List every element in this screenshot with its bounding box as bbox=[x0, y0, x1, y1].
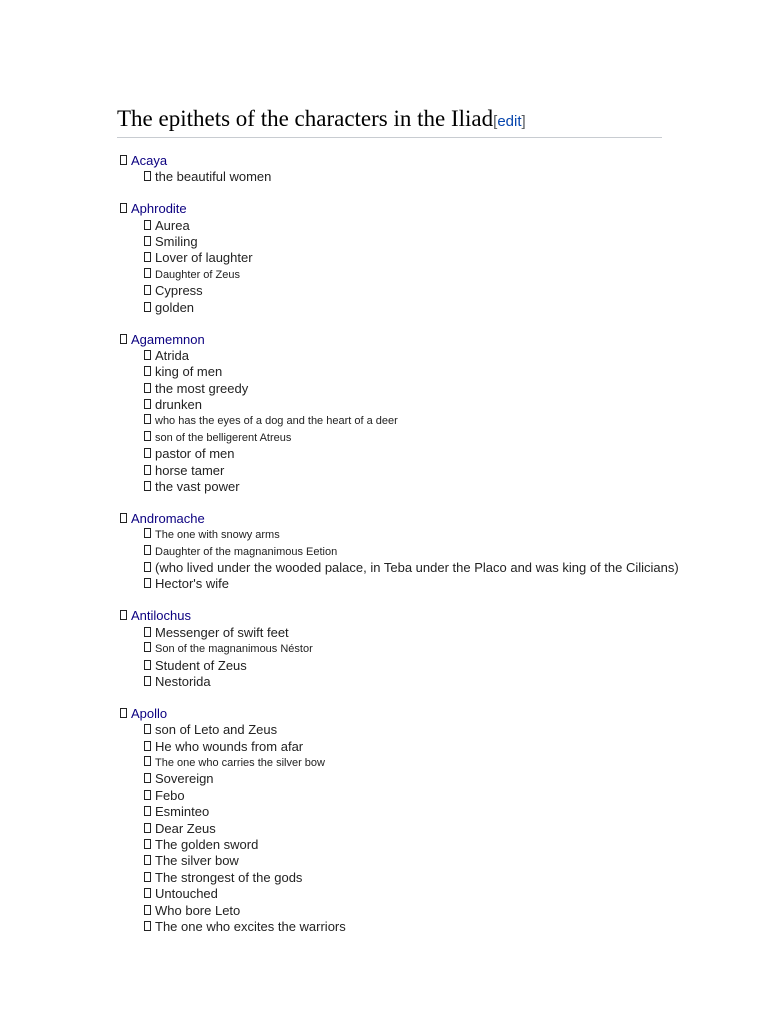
article-content bbox=[117, 104, 679, 951]
epithet-item bbox=[117, 625, 662, 641]
epithet-text: The one who excites the warriors bbox=[155, 918, 346, 934]
epithet-text: Cypress bbox=[155, 283, 203, 299]
epithet-text: The strongest of the gods bbox=[155, 869, 303, 885]
epithet-text: He who wounds from afar bbox=[155, 738, 304, 754]
epithet-text: Esminteo bbox=[155, 804, 210, 820]
epithet-item bbox=[117, 446, 662, 462]
epithet-item bbox=[117, 870, 662, 886]
epithet-text: Smiling bbox=[155, 234, 198, 250]
character-section bbox=[117, 153, 662, 186]
epithet-item bbox=[117, 283, 662, 299]
character-section bbox=[117, 706, 662, 935]
missing-glyph-box-icon bbox=[144, 660, 151, 670]
epithet-item bbox=[117, 544, 662, 560]
epithet-text: who has the eyes of a dog and the heart of a deer bbox=[155, 415, 398, 428]
character-section bbox=[117, 510, 679, 593]
missing-glyph-box-icon bbox=[144, 399, 151, 409]
epithet-text: the beautiful women bbox=[155, 169, 272, 185]
epithet-item bbox=[117, 381, 662, 397]
character-section bbox=[117, 332, 662, 496]
epithet-text: horse tamer bbox=[155, 462, 225, 478]
character-link[interactable]: Agamemnon bbox=[131, 331, 205, 347]
epithet-text: pastor of men bbox=[155, 446, 235, 462]
missing-glyph-box-icon bbox=[144, 252, 151, 262]
epithet-item bbox=[117, 641, 662, 657]
missing-glyph-box-icon bbox=[120, 513, 127, 523]
epithet-text: Nestorida bbox=[155, 673, 211, 689]
missing-glyph-box-icon bbox=[144, 350, 151, 360]
epithet-item bbox=[117, 348, 662, 364]
missing-glyph-box-icon bbox=[120, 708, 127, 718]
epithet-item bbox=[117, 755, 662, 771]
epithet-item bbox=[117, 576, 662, 592]
epithet-item bbox=[117, 821, 662, 837]
missing-glyph-box-icon bbox=[144, 268, 151, 278]
character-link[interactable]: Aphrodite bbox=[131, 201, 187, 217]
epithet-item bbox=[117, 527, 662, 543]
epithet-item bbox=[117, 919, 662, 935]
epithet-item bbox=[117, 771, 662, 787]
epithet-text: (who lived under the wooded palace, in Teba under the Placo and was king of the Cilicians) bbox=[155, 560, 679, 576]
epithet-item bbox=[117, 364, 662, 380]
missing-glyph-box-icon bbox=[120, 610, 127, 620]
missing-glyph-box-icon bbox=[144, 642, 151, 652]
epithet-item bbox=[117, 479, 662, 495]
missing-glyph-box-icon bbox=[144, 545, 151, 555]
epithet-text: Lover of laughter bbox=[155, 250, 253, 266]
epithet-item bbox=[117, 739, 662, 755]
section-title: The epithets of the characters in the Iliad bbox=[117, 106, 494, 131]
epithet-item bbox=[117, 722, 662, 738]
epithet-text: Son of the magnanimous Néstor bbox=[155, 643, 313, 656]
edit-close-bracket: ] bbox=[521, 113, 526, 130]
missing-glyph-box-icon bbox=[144, 465, 151, 475]
character-item bbox=[117, 706, 662, 722]
missing-glyph-box-icon bbox=[120, 155, 127, 165]
missing-glyph-box-icon bbox=[120, 334, 127, 344]
epithet-item bbox=[117, 413, 662, 429]
missing-glyph-box-icon bbox=[144, 220, 151, 230]
epithet-item bbox=[117, 560, 679, 576]
missing-glyph-box-icon bbox=[144, 627, 151, 637]
missing-glyph-box-icon bbox=[144, 676, 151, 686]
missing-glyph-box-icon bbox=[144, 855, 151, 865]
epithet-item bbox=[117, 788, 662, 804]
character-item bbox=[117, 153, 662, 169]
epithet-item bbox=[117, 267, 662, 283]
character-section bbox=[117, 608, 662, 690]
missing-glyph-box-icon bbox=[144, 823, 151, 833]
epithet-text: the most greedy bbox=[155, 380, 249, 396]
character-item bbox=[117, 201, 662, 217]
missing-glyph-box-icon bbox=[144, 431, 151, 441]
missing-glyph-box-icon bbox=[144, 414, 151, 424]
missing-glyph-box-icon bbox=[144, 839, 151, 849]
character-link[interactable]: Apollo bbox=[131, 705, 168, 721]
missing-glyph-box-icon bbox=[144, 724, 151, 734]
epithet-item bbox=[117, 837, 662, 853]
epithet-text: Messenger of swift feet bbox=[155, 624, 289, 640]
epithet-text: Student of Zeus bbox=[155, 657, 247, 673]
missing-glyph-box-icon bbox=[144, 773, 151, 783]
epithet-text: The golden sword bbox=[155, 836, 259, 852]
missing-glyph-box-icon bbox=[144, 302, 151, 312]
edit-link-label[interactable]: edit bbox=[497, 113, 522, 130]
missing-glyph-box-icon bbox=[144, 905, 151, 915]
missing-glyph-box-icon bbox=[144, 741, 151, 751]
character-link[interactable]: Andromache bbox=[131, 510, 205, 526]
section-heading bbox=[117, 104, 662, 138]
epithet-item bbox=[117, 463, 662, 479]
epithet-text: the vast power bbox=[155, 479, 240, 495]
missing-glyph-box-icon bbox=[144, 448, 151, 458]
missing-glyph-box-icon bbox=[144, 921, 151, 931]
character-section bbox=[117, 201, 662, 316]
epithet-text: son of the belligerent Atreus bbox=[155, 431, 292, 444]
missing-glyph-box-icon bbox=[144, 171, 151, 181]
epithet-item bbox=[117, 250, 662, 266]
character-item bbox=[117, 511, 662, 527]
epithet-item bbox=[117, 430, 662, 446]
epithet-item bbox=[117, 853, 662, 869]
missing-glyph-box-icon bbox=[144, 481, 151, 491]
epithet-item bbox=[117, 300, 662, 316]
epithet-text: Febo bbox=[155, 787, 185, 803]
character-list bbox=[117, 153, 679, 935]
edit-open-bracket: [ bbox=[493, 113, 498, 130]
missing-glyph-box-icon bbox=[120, 203, 127, 213]
epithet-item bbox=[117, 804, 662, 820]
epithet-text: Sovereign bbox=[155, 771, 214, 787]
missing-glyph-box-icon bbox=[144, 562, 151, 572]
missing-glyph-box-icon bbox=[144, 285, 151, 295]
character-link[interactable]: Antilochus bbox=[131, 608, 191, 624]
missing-glyph-box-icon bbox=[144, 888, 151, 898]
character-item bbox=[117, 332, 662, 348]
missing-glyph-box-icon bbox=[144, 528, 151, 538]
missing-glyph-box-icon bbox=[144, 756, 151, 766]
epithet-item bbox=[117, 234, 662, 250]
epithet-text: drunken bbox=[155, 397, 202, 413]
epithet-text: golden bbox=[155, 299, 195, 315]
epithet-text: The one who carries the silver bow bbox=[155, 757, 325, 769]
epithet-text: Aurea bbox=[155, 217, 190, 233]
epithet-item bbox=[117, 674, 662, 690]
missing-glyph-box-icon bbox=[144, 872, 151, 882]
epithet-item bbox=[117, 218, 662, 234]
epithet-item bbox=[117, 658, 662, 674]
character-item bbox=[117, 608, 662, 624]
missing-glyph-box-icon bbox=[144, 366, 151, 376]
epithet-text: Untouched bbox=[155, 886, 218, 902]
missing-glyph-box-icon bbox=[144, 806, 151, 816]
epithet-text: Dear Zeus bbox=[155, 820, 216, 836]
missing-glyph-box-icon bbox=[144, 236, 151, 246]
epithet-text: son of Leto and Zeus bbox=[155, 722, 278, 738]
epithet-text: Who bore Leto bbox=[155, 902, 241, 918]
missing-glyph-box-icon bbox=[144, 790, 151, 800]
epithet-text: The one with snowy arms bbox=[155, 529, 280, 542]
epithet-text: king of men bbox=[155, 364, 223, 380]
epithet-text: Hector's wife bbox=[155, 576, 230, 592]
epithet-item bbox=[117, 886, 662, 902]
epithet-text: Atrida bbox=[155, 347, 189, 363]
epithet-text: Daughter of Zeus bbox=[155, 268, 240, 281]
epithet-text: The silver bow bbox=[155, 853, 239, 869]
edit-section-link[interactable] bbox=[493, 113, 526, 130]
character-link[interactable]: Acaya bbox=[131, 153, 168, 168]
missing-glyph-box-icon bbox=[144, 578, 151, 588]
epithet-item bbox=[117, 903, 662, 919]
epithet-item bbox=[117, 397, 662, 413]
epithet-text: Daughter of the magnanimous Eetion bbox=[155, 545, 338, 558]
epithet-item bbox=[117, 169, 662, 185]
missing-glyph-box-icon bbox=[144, 383, 151, 393]
